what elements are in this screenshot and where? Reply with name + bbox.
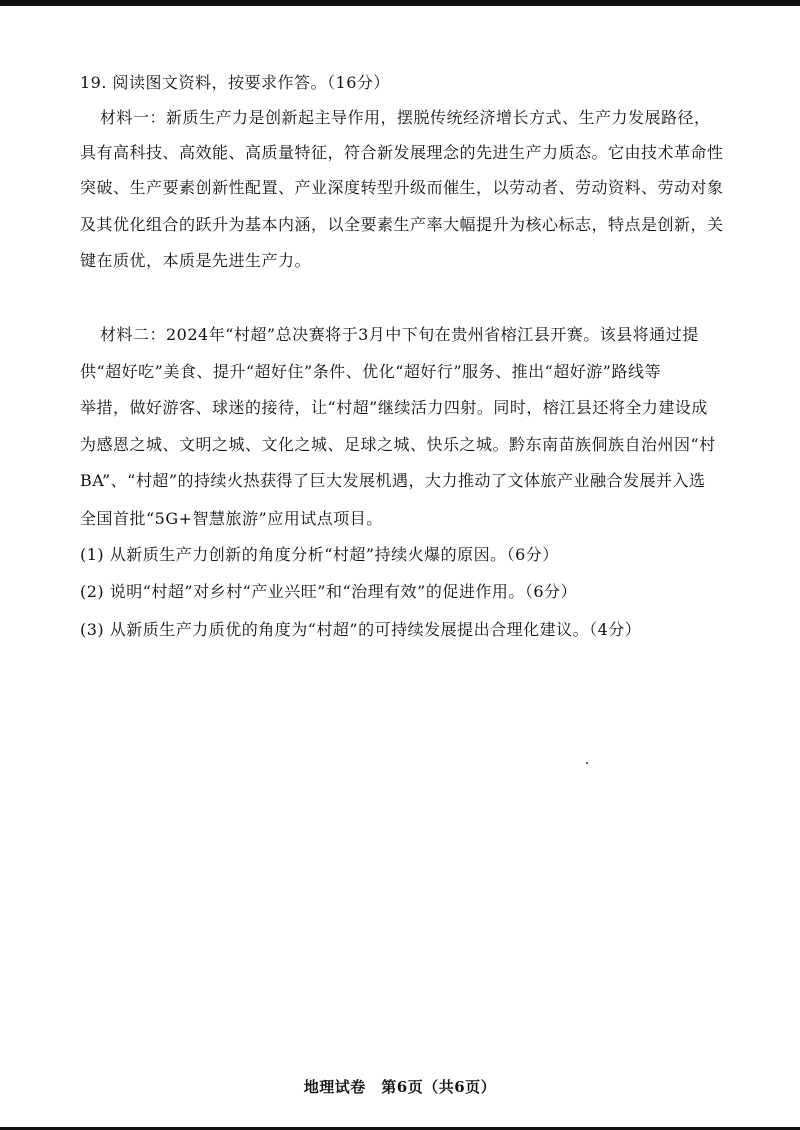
material-two-line-4: 为感恩之城、文明之城、文化之城、足球之城、快乐之城。黔东南苗族侗族自治州因“村 xyxy=(80,435,716,454)
sub-question-3: (3) 从新质生产力质优的角度为“村超”的可持续发展提出合理化建议。（4分） xyxy=(80,620,642,639)
material-two-line-6: 全国首批“5G+智慧旅游”应用试点项目。 xyxy=(80,509,383,528)
material-one-line-1: 材料一：新质生产力是创新起主导作用，摆脱传统经济增长方式、生产力发展路径， xyxy=(100,108,711,127)
page-footer: 地理试卷 第6页（共6页） xyxy=(303,1078,497,1096)
material-two-line-3: 举措，做好游客、球迷的接待，让“村超”继续活力四射。同时，榕江县还将全力建设成 xyxy=(80,398,708,417)
question-title: 19. 阅读图文资料，按要求作答。（16分） xyxy=(80,73,390,92)
material-two-line-1: 材料二：2024年“村超”总决赛将于3月中下旬在贵州省榕江县开赛。该县将通过提 xyxy=(100,325,699,344)
material-two-line-5: BA”、“村超”的持续火热获得了巨大发展机遇，大力推动了文体旅产业融合发展并入选 xyxy=(80,471,706,490)
top-border-rule xyxy=(0,0,800,6)
scan-speck xyxy=(586,762,588,764)
material-two-line-2: 供“超好吃”美食、提升“超好住”条件、优化“超好行”服务、推出“超好游”路线等 xyxy=(80,362,661,381)
material-one-line-2: 具有高科技、高效能、高质量特征，符合新发展理念的先进生产力质态。它由技术革命性 xyxy=(80,143,724,162)
sub-question-1: (1) 从新质生产力创新的角度分析“村超”持续火爆的原因。（6分） xyxy=(80,545,559,564)
material-one-line-3: 突破、生产要素创新性配置、产业深度转型升级而催生，以劳动者、劳动资料、劳动对象 xyxy=(80,178,724,197)
material-one-line-5: 键在质优，本质是先进生产力。 xyxy=(80,251,312,270)
material-one-line-4: 及其优化组合的跃升为基本内涵，以全要素生产率大幅提升为核心标志，特点是创新，关 xyxy=(80,215,724,234)
sub-question-2: (2) 说明“村超”对乡村“产业兴旺”和“治理有效”的促进作用。（6分） xyxy=(80,582,578,601)
